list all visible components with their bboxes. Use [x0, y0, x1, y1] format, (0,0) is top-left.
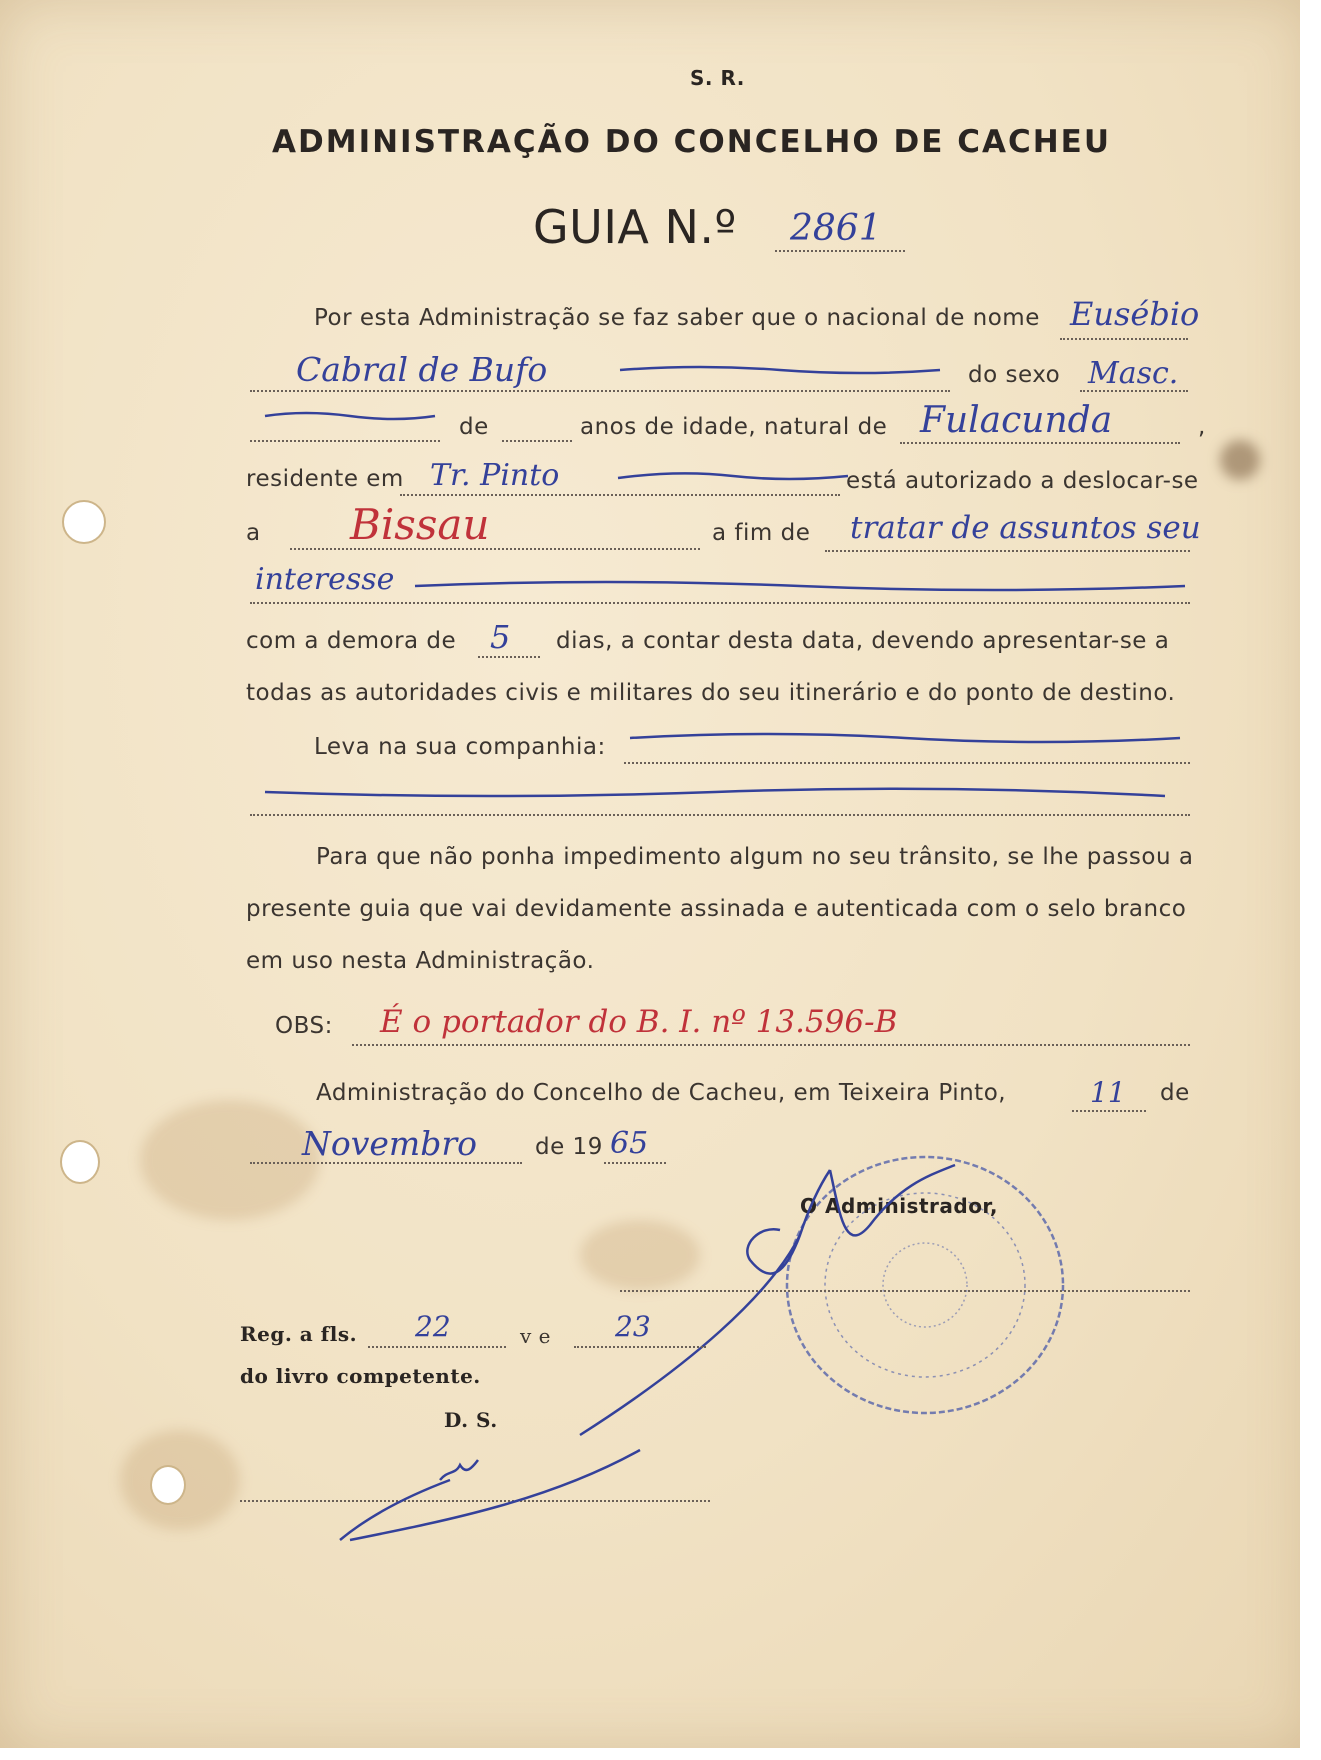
a-label: a: [246, 520, 261, 546]
v-e-label: v e: [520, 1324, 551, 1348]
guia-label: GUIA N.º: [533, 200, 737, 254]
reg-line-2: [574, 1346, 706, 1348]
stain: [140, 1100, 320, 1220]
day-value: 11: [1090, 1076, 1126, 1109]
scan-edge-bottom: [0, 1748, 1321, 1760]
reg-value-2: 23: [615, 1310, 651, 1343]
year-label: de 19: [535, 1134, 603, 1160]
ds-label: D. S.: [444, 1408, 498, 1432]
age-label: anos de idade, natural de: [580, 414, 888, 440]
livro-label: do livro competente.: [240, 1364, 481, 1388]
companhia-label: Leva na sua companhia:: [314, 734, 606, 760]
place-text: Administração do Concelho de Cacheu, em Teixeira Pinto,: [316, 1080, 1007, 1106]
purpose-value-2: interesse: [255, 562, 395, 597]
name-line: [250, 390, 950, 392]
demora-value: 5: [490, 618, 511, 656]
filler-stroke: [415, 578, 1185, 594]
demora-line: [478, 656, 540, 658]
reg-fls-value: 22: [415, 1310, 451, 1343]
blank-line: [250, 440, 440, 442]
reg-fls-line: [368, 1346, 506, 1348]
guia-number: 2861: [790, 208, 882, 249]
obs-label: OBS:: [275, 1013, 333, 1039]
companhia-line: [624, 762, 1190, 764]
day-line: [1072, 1110, 1146, 1112]
destination-value: Bissau: [350, 500, 490, 549]
filler-stroke: [620, 362, 940, 378]
demora-label: com a demora de: [246, 628, 457, 654]
month-value: Novembro: [302, 1124, 477, 1163]
natural-value: Fulacunda: [920, 400, 1113, 441]
para-line-1: Para que não ponha impedimento algum no seu trânsito, se lhe passou a: [316, 844, 1194, 870]
filler-stroke: [630, 730, 1180, 746]
punch-hole: [62, 500, 106, 544]
autoridades-text: todas as autoridades civis e militares do seu itinerário e do ponto de destino.: [246, 680, 1176, 706]
autorizado-label: está autorizado a deslocar-se: [846, 468, 1199, 494]
month-line: [250, 1162, 522, 1164]
name-rest-value: Cabral de Bufo: [296, 350, 548, 389]
filler-stroke: [618, 468, 848, 484]
administrator-label: O Administrador,: [800, 1194, 998, 1218]
sex-label: do sexo: [968, 362, 1061, 388]
comma: ,: [1198, 414, 1206, 440]
natural-line: [900, 442, 1180, 444]
punch-hole: [60, 1140, 100, 1184]
de-label: de: [459, 414, 489, 440]
guia-number-line: [775, 250, 905, 252]
residente-line: [400, 494, 840, 496]
companhia-line-2: [250, 814, 1190, 816]
purpose-line-1: [825, 550, 1190, 552]
year-line: [604, 1162, 666, 1164]
fim-label: a fim de: [712, 520, 811, 546]
de-text: de: [1160, 1080, 1190, 1106]
destination-line: [290, 548, 700, 550]
para-line-2: presente guia que vai devidamente assinada e autenticada com o selo branco: [246, 896, 1187, 922]
residente-label: residente em: [246, 466, 404, 492]
reg-label: Reg. a fls.: [240, 1322, 358, 1346]
intro-text: Por esta Administração se faz saber que o nacional de nome: [314, 305, 1040, 331]
punch-hole: [150, 1465, 186, 1505]
dias-text: dias, a contar desta data, devendo apresentar-se a: [556, 628, 1170, 654]
purpose-value-1: tratar de assuntos seu: [850, 510, 1201, 546]
name-first-line: [1060, 338, 1188, 340]
name-first-value: Eusébio: [1070, 295, 1200, 333]
sr-header: S. R.: [690, 66, 745, 90]
sex-line: [1080, 390, 1188, 392]
scan-edge-right: [1300, 0, 1321, 1760]
obs-value: É o portador do B. I. nº 13.596-B: [380, 1004, 898, 1040]
para-line-3: em uso nesta Administração.: [246, 948, 595, 974]
sex-value: Masc.: [1088, 356, 1179, 391]
obs-line: [352, 1044, 1190, 1046]
stain: [1220, 440, 1260, 480]
year-value: 65: [610, 1126, 649, 1161]
residente-value: Tr. Pinto: [430, 458, 560, 493]
filler-stroke: [265, 786, 1165, 804]
administrator-signature: [570, 1165, 1050, 1445]
ds-signature: [330, 1440, 650, 1550]
filler-stroke: [265, 408, 435, 424]
age-line: [502, 440, 572, 442]
purpose-line-2: [250, 602, 1190, 604]
administration-title: ADMINISTRAÇÃO DO CONCELHO DE CACHEU: [272, 124, 1111, 160]
